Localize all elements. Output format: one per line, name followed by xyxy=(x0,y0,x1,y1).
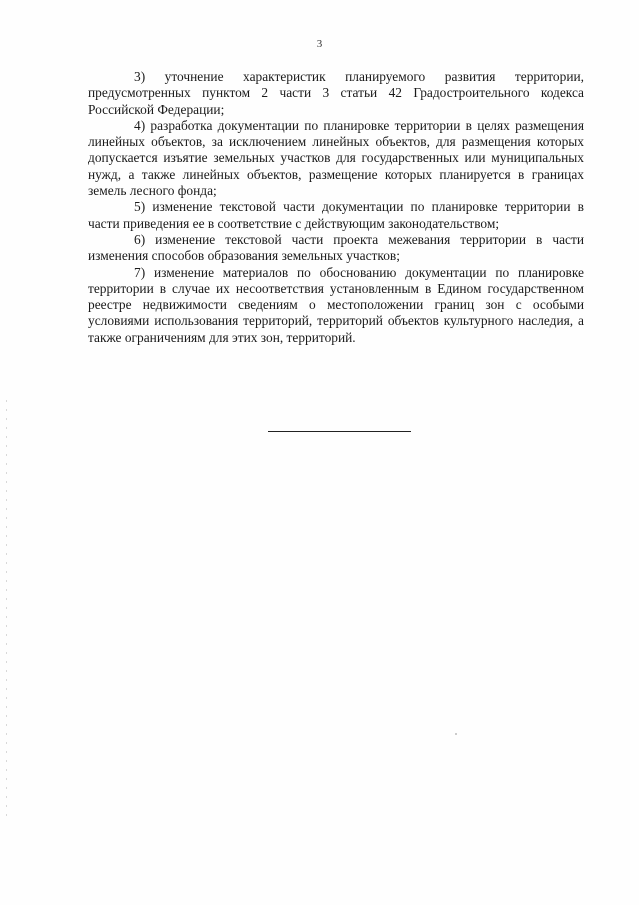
page-number: 3 xyxy=(316,38,323,50)
list-item-7: 7) изменение материалов по обоснованию документации по планировке территории в случае их несоответствия установленным в Едином государственном реестре недвижимости сведениям о местоположении границ зон с особыми условиями использования территорий, территорий объектов культурного наследия, а также ограничениям для этих зон, территорий. xyxy=(88,264,584,345)
document-body xyxy=(88,69,584,346)
list-item-6: 6) изменение текстовой части проекта межевания территории в части изменения способов образования земельных участков; xyxy=(88,231,584,264)
list-item-4: 4) разработка документации по планировке территории в целях размещения линейных объектов, за исключением линейных объектов, для размещения которых допускается изъятие земельных участков для государственных или муниципальных нужд, а также линейных объектов, размещение которых планируется в границах земель лесного фонда; xyxy=(88,117,584,199)
list-item-3: 3) уточнение характеристик планируемого развития территории, предусмотренных пунктом 2 части 3 статьи 42 Градостроительного кодекса Российской Федерации; xyxy=(88,69,584,117)
scan-speck xyxy=(455,733,457,735)
end-of-text-rule xyxy=(268,431,411,432)
scan-margin-artifact xyxy=(6,400,7,820)
list-item-5: 5) изменение текстовой части документации по планировке территории в части приведения ее в соответствие с действующим законодательством; xyxy=(88,199,584,231)
